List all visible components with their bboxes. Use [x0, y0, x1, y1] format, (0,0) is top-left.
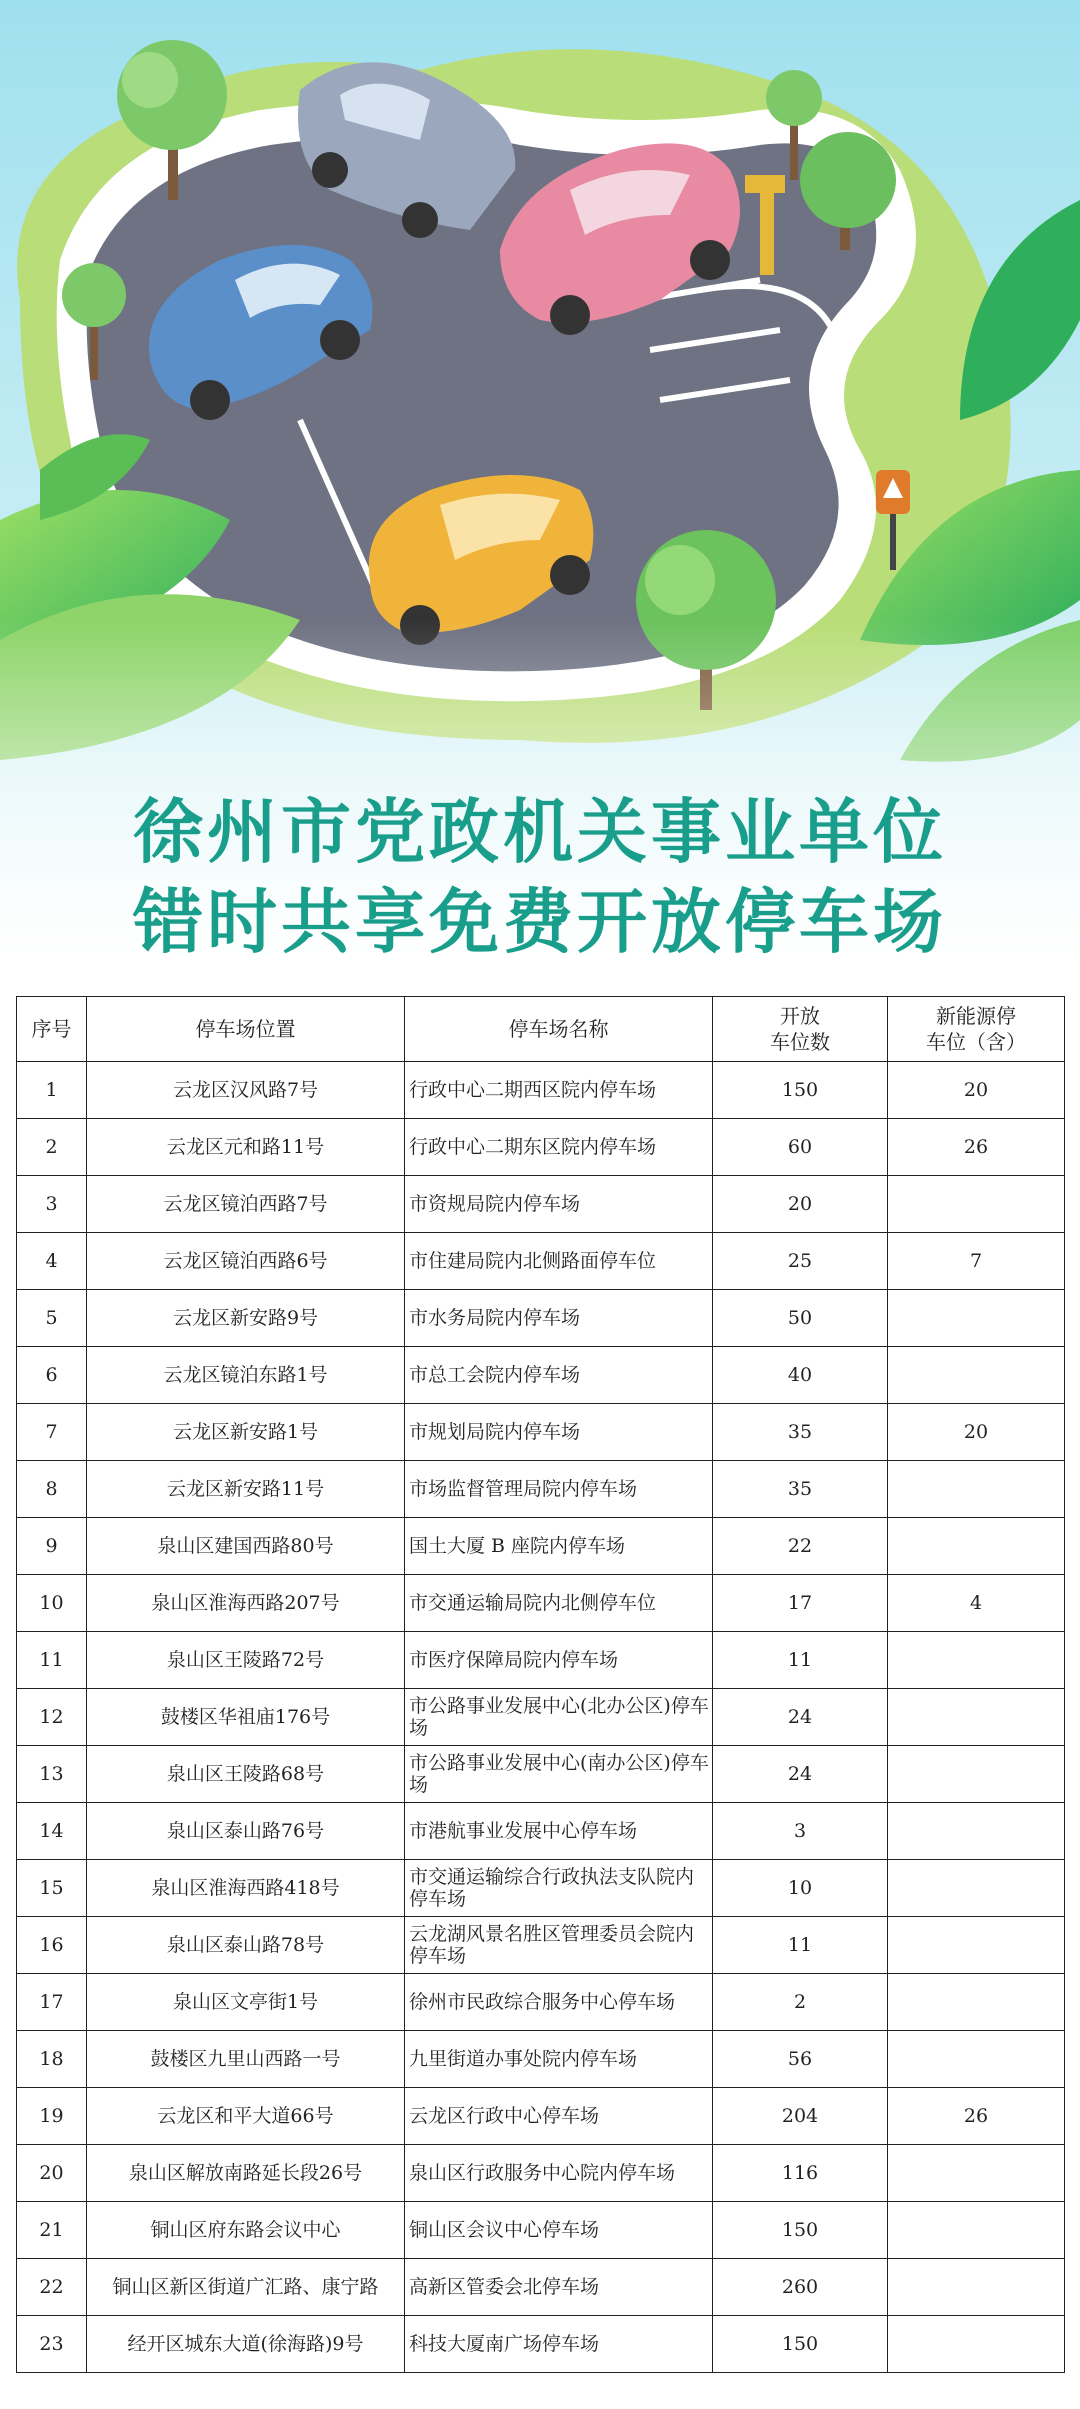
cell-name: 市总工会院内停车场: [405, 1347, 713, 1404]
cell-name: 云龙区行政中心停车场: [405, 2088, 713, 2145]
cell-spaces: 22: [713, 1518, 888, 1575]
cell-location: 云龙区和平大道66号: [87, 2088, 405, 2145]
table-row: [17, 1404, 1065, 1461]
table-body: [17, 1062, 1065, 2373]
cell-spaces: 56: [713, 2031, 888, 2088]
cell-spaces: 24: [713, 1746, 888, 1803]
page-title-line1: 徐州市党政机关事业单位: [133, 791, 947, 873]
cell-ev: 20: [888, 1062, 1065, 1119]
table-row: [17, 1119, 1065, 1176]
cell-no: 15: [17, 1860, 87, 1917]
cell-spaces: 20: [713, 1176, 888, 1233]
cell-ev: [888, 2316, 1065, 2373]
cell-ev: [888, 1632, 1065, 1689]
cell-no: 22: [17, 2259, 87, 2316]
cell-ev: 20: [888, 1404, 1065, 1461]
cell-ev: 7: [888, 1233, 1065, 1290]
table-row: [17, 1575, 1065, 1632]
cell-location: 泉山区解放南路延长段26号: [87, 2145, 405, 2202]
cell-no: 14: [17, 1803, 87, 1860]
cell-no: 11: [17, 1632, 87, 1689]
table-row: [17, 2316, 1065, 2373]
header-location: 停车场位置: [87, 997, 405, 1062]
table-row: [17, 1860, 1065, 1917]
cell-name: 市交通运输综合行政执法支队院内停车场: [405, 1860, 713, 1917]
table-row: [17, 1974, 1065, 2031]
cell-name: 市交通运输局院内北侧停车位: [405, 1575, 713, 1632]
cell-spaces: 24: [713, 1689, 888, 1746]
cell-no: 21: [17, 2202, 87, 2259]
table-row: [17, 1176, 1065, 1233]
header-open-line1: 开放: [780, 1004, 820, 1028]
cell-spaces: 11: [713, 1917, 888, 1974]
cell-spaces: 2: [713, 1974, 888, 2031]
cell-location: 泉山区淮海西路207号: [87, 1575, 405, 1632]
cell-no: 4: [17, 1233, 87, 1290]
table-row: [17, 1917, 1065, 1974]
cell-spaces: 11: [713, 1632, 888, 1689]
table-row: [17, 1290, 1065, 1347]
cell-no: 10: [17, 1575, 87, 1632]
cell-no: 23: [17, 2316, 87, 2373]
cell-spaces: 25: [713, 1233, 888, 1290]
cell-location: 铜山区府东路会议中心: [87, 2202, 405, 2259]
table-row: [17, 2259, 1065, 2316]
cell-ev: [888, 1518, 1065, 1575]
cell-location: 泉山区泰山路76号: [87, 1803, 405, 1860]
cell-spaces: 260: [713, 2259, 888, 2316]
cell-name: 市住建局院内北侧路面停车位: [405, 1233, 713, 1290]
cell-location: 云龙区镜泊西路6号: [87, 1233, 405, 1290]
cell-name: 泉山区行政服务中心院内停车场: [405, 2145, 713, 2202]
cell-no: 16: [17, 1917, 87, 1974]
cell-name: 铜山区会议中心停车场: [405, 2202, 713, 2259]
cell-ev: [888, 1803, 1065, 1860]
cell-no: 7: [17, 1404, 87, 1461]
cell-location: 云龙区新安路1号: [87, 1404, 405, 1461]
cell-ev: 26: [888, 2088, 1065, 2145]
table-row: [17, 1746, 1065, 1803]
cell-location: 云龙区元和路11号: [87, 1119, 405, 1176]
cell-location: 云龙区镜泊西路7号: [87, 1176, 405, 1233]
cell-location: 泉山区文亭街1号: [87, 1974, 405, 2031]
cell-spaces: 150: [713, 2316, 888, 2373]
cell-ev: [888, 1974, 1065, 2031]
cell-ev: [888, 1290, 1065, 1347]
cell-spaces: 3: [713, 1803, 888, 1860]
table-row: [17, 1689, 1065, 1746]
cell-ev: [888, 1860, 1065, 1917]
header-ev-line1: 新能源停: [936, 1004, 1016, 1028]
cell-ev: [888, 1746, 1065, 1803]
cell-name: 高新区管委会北停车场: [405, 2259, 713, 2316]
header-ev-spaces: [888, 997, 1065, 1062]
header-ev-line2: 车位（含）: [926, 1030, 1026, 1054]
cell-location: 铜山区新区街道广汇路、康宁路: [87, 2259, 405, 2316]
cell-ev: [888, 1461, 1065, 1518]
cell-ev: [888, 1917, 1065, 1974]
table-row: [17, 2088, 1065, 2145]
header-name: 停车场名称: [405, 997, 713, 1062]
cell-location: 泉山区建国西路80号: [87, 1518, 405, 1575]
cell-spaces: 17: [713, 1575, 888, 1632]
cell-location: 泉山区泰山路78号: [87, 1917, 405, 1974]
cell-location: 云龙区新安路9号: [87, 1290, 405, 1347]
cell-name: 国土大厦 B 座院内停车场: [405, 1518, 713, 1575]
cell-location: 云龙区新安路11号: [87, 1461, 405, 1518]
cell-no: 9: [17, 1518, 87, 1575]
cell-no: 5: [17, 1290, 87, 1347]
cell-ev: [888, 2202, 1065, 2259]
cell-spaces: 50: [713, 1290, 888, 1347]
table-row: [17, 1233, 1065, 1290]
cell-location: 泉山区王陵路68号: [87, 1746, 405, 1803]
header-open-spaces: [713, 997, 888, 1062]
cell-ev: [888, 1176, 1065, 1233]
cell-name: 市港航事业发展中心停车场: [405, 1803, 713, 1860]
cell-name: 徐州市民政综合服务中心停车场: [405, 1974, 713, 2031]
cell-ev: [888, 1347, 1065, 1404]
cell-name: 市公路事业发展中心(北办公区)停车场: [405, 1689, 713, 1746]
cell-ev: 4: [888, 1575, 1065, 1632]
cell-spaces: 40: [713, 1347, 888, 1404]
cell-location: 云龙区汉风路7号: [87, 1062, 405, 1119]
table-row: [17, 1803, 1065, 1860]
cell-ev: [888, 1689, 1065, 1746]
table-row: [17, 1632, 1065, 1689]
cell-no: 18: [17, 2031, 87, 2088]
cell-spaces: 60: [713, 1119, 888, 1176]
cell-name: 市水务局院内停车场: [405, 1290, 713, 1347]
cell-no: 13: [17, 1746, 87, 1803]
cell-ev: [888, 2259, 1065, 2316]
header-open-line2: 车位数: [770, 1030, 830, 1054]
table-row: [17, 1461, 1065, 1518]
cell-no: 2: [17, 1119, 87, 1176]
cell-name: 市资规局院内停车场: [405, 1176, 713, 1233]
cell-no: 1: [17, 1062, 87, 1119]
cell-no: 19: [17, 2088, 87, 2145]
cell-name: 市医疗保障局院内停车场: [405, 1632, 713, 1689]
table-row: [17, 2031, 1065, 2088]
cell-no: 8: [17, 1461, 87, 1518]
cell-spaces: 150: [713, 1062, 888, 1119]
cell-location: 云龙区镜泊东路1号: [87, 1347, 405, 1404]
cell-location: 鼓楼区华祖庙176号: [87, 1689, 405, 1746]
cell-no: 6: [17, 1347, 87, 1404]
cell-location: 鼓楼区九里山西路一号: [87, 2031, 405, 2088]
cell-spaces: 35: [713, 1404, 888, 1461]
header-no: 序号: [17, 997, 87, 1062]
table-row: [17, 2145, 1065, 2202]
cell-no: 20: [17, 2145, 87, 2202]
cell-name: 市场监督管理局院内停车场: [405, 1461, 713, 1518]
table-row: [17, 2202, 1065, 2259]
cell-spaces: 116: [713, 2145, 888, 2202]
cell-spaces: 150: [713, 2202, 888, 2259]
cell-ev: [888, 2031, 1065, 2088]
cell-name: 科技大厦南广场停车场: [405, 2316, 713, 2373]
cell-location: 经开区城东大道(徐海路)9号: [87, 2316, 405, 2373]
cell-location: 泉山区王陵路72号: [87, 1632, 405, 1689]
cell-ev: 26: [888, 1119, 1065, 1176]
cell-name: 行政中心二期东区院内停车场: [405, 1119, 713, 1176]
table-header-row: [17, 997, 1065, 1062]
cell-name: 云龙湖风景名胜区管理委员会院内停车场: [405, 1917, 713, 1974]
cell-no: 3: [17, 1176, 87, 1233]
parking-table: [16, 996, 1064, 2373]
table-row: [17, 1347, 1065, 1404]
cell-ev: [888, 2145, 1065, 2202]
table-row: [17, 1062, 1065, 1119]
page-title-line2: 错时共享免费开放停车场: [133, 881, 947, 963]
cell-name: 行政中心二期西区院内停车场: [405, 1062, 713, 1119]
cell-name: 九里街道办事处院内停车场: [405, 2031, 713, 2088]
table-row: [17, 1518, 1065, 1575]
cell-no: 12: [17, 1689, 87, 1746]
cell-name: 市公路事业发展中心(南办公区)停车场: [405, 1746, 713, 1803]
cell-location: 泉山区淮海西路418号: [87, 1860, 405, 1917]
cell-no: 17: [17, 1974, 87, 2031]
cell-name: 市规划局院内停车场: [405, 1404, 713, 1461]
cell-spaces: 35: [713, 1461, 888, 1518]
cell-spaces: 10: [713, 1860, 888, 1917]
cell-spaces: 204: [713, 2088, 888, 2145]
